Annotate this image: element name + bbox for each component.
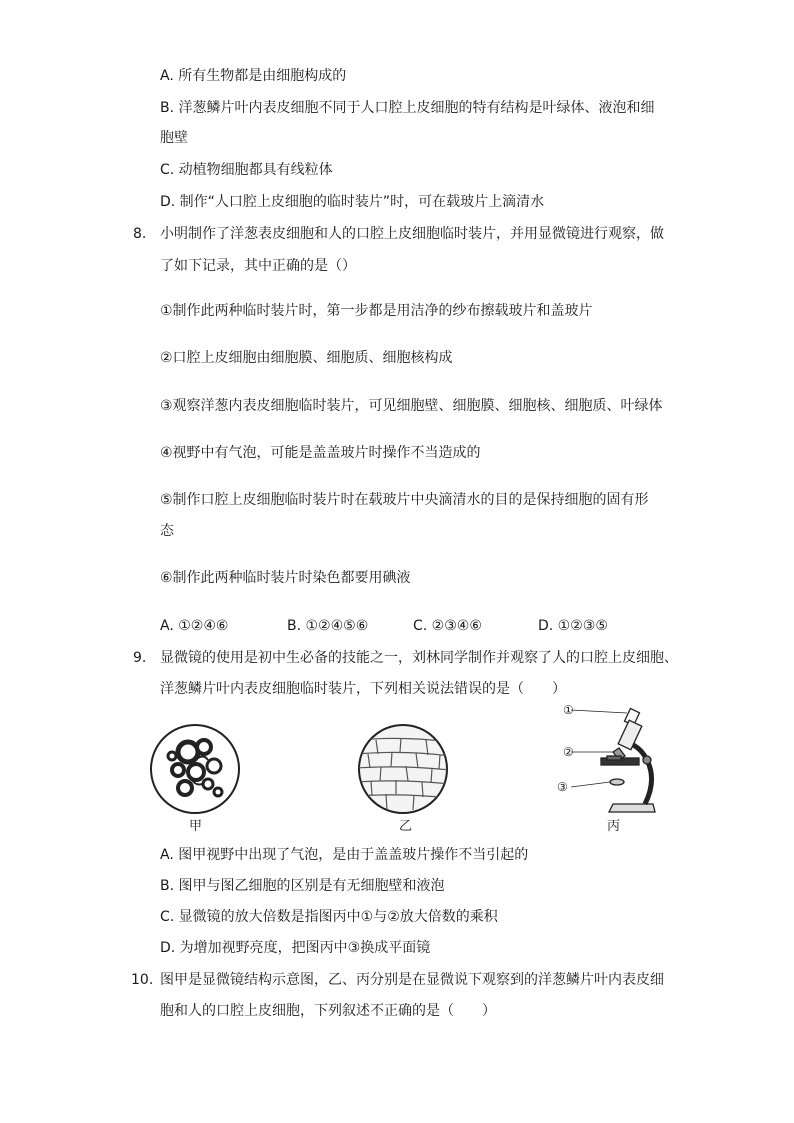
q7-option-c: C. 动植物细胞都具有线粒体 xyxy=(160,162,333,178)
figure-bing-callout-2: ② xyxy=(563,745,574,759)
q8-stem-line2: 了如下记录，其中正确的是（） xyxy=(160,258,356,274)
q7-option-a: A. 所有生物都是由细胞构成的 xyxy=(160,68,347,84)
q8-statement-3: ③观察洋葱内表皮细胞临时装片，可见细胞壁、细胞膜、细胞核、细胞质、叶绿体 xyxy=(160,398,663,414)
figure-yi-label: 乙 xyxy=(399,819,413,834)
figure-bing-microscope xyxy=(557,700,675,818)
q8-number: 8. xyxy=(133,226,147,242)
q8-option-a: A. ①②④⑥ xyxy=(160,618,229,634)
q9-number: 9. xyxy=(133,650,147,666)
q9-option-d: D. 为增加视野亮度，把图丙中③换成平面镜 xyxy=(160,940,431,956)
q8-statement-1: ①制作此两种临时装片时，第一步都是用洁净的纱布擦载玻片和盖玻片 xyxy=(160,303,593,319)
figure-jia-cheek-cells xyxy=(148,722,242,816)
figure-bing-label: 丙 xyxy=(607,819,621,834)
q8-statement-6: ⑥制作此两种临时装片时染色都要用碘液 xyxy=(160,570,411,586)
q7-option-d: D. 制作“人口腔上皮细胞的临时装片”时，可在载玻片上滴清水 xyxy=(160,194,545,210)
figure-bing-callout-3: ③ xyxy=(557,780,568,794)
q9-option-b: B. 图甲与图乙细胞的区别是有无细胞壁和液泡 xyxy=(160,878,445,894)
q8-statement-5-line2: 态 xyxy=(160,523,174,539)
q9-option-c: C. 显微镜的放大倍数是指图丙中①与②放大倍数的乘积 xyxy=(160,909,498,925)
q7-option-b-line2: 胞壁 xyxy=(160,130,188,146)
q9-stem-line2: 洋葱鳞片叶内表皮细胞临时装片，下列相关说法错误的是（ ） xyxy=(160,681,566,697)
q8-option-b: B. ①②④⑤⑥ xyxy=(287,618,369,634)
figure-yi-onion-cells xyxy=(356,722,450,816)
q7-option-b-line1: B. 洋葱鳞片叶内表皮细胞不同于人口腔上皮细胞的特有结构是叶绿体、液泡和细 xyxy=(160,100,655,116)
figure-bing-callout-1: ① xyxy=(563,703,574,717)
q8-option-d: D. ①②③⑤ xyxy=(538,618,608,634)
q8-statement-4: ④视野中有气泡，可能是盖盖玻片时操作不当造成的 xyxy=(160,445,481,461)
q10-stem-line2: 胞和人的口腔上皮细胞，下列叙述不正确的是（ ） xyxy=(160,1003,496,1019)
q8-statement-5-line1: ⑤制作口腔上皮细胞临时装片时在载玻片中央滴清水的目的是保持细胞的固有形 xyxy=(160,492,649,508)
figure-jia-label: 甲 xyxy=(189,819,203,834)
q10-stem-line1: 图甲是显微镜结构示意图，乙、丙分别是在显微说下观察到的洋葱鳞片叶内表皮细 xyxy=(160,972,664,988)
q10-number: 10. xyxy=(131,972,154,988)
q8-statement-2: ②口腔上皮细胞由细胞膜、细胞质、细胞核构成 xyxy=(160,350,453,366)
q8-stem-line1: 小明制作了洋葱表皮细胞和人的口腔上皮细胞临时装片，并用显微镜进行观察，做 xyxy=(160,226,664,242)
q9-option-a: A. 图甲视野中出现了气泡，是由于盖盖玻片操作不当引起的 xyxy=(160,847,529,863)
q8-option-c: C. ②③④⑥ xyxy=(413,618,482,634)
q9-stem-line1: 显微镜的使用是初中生必备的技能之一，刘林同学制作并观察了人的口腔上皮细胞、 xyxy=(160,650,678,666)
